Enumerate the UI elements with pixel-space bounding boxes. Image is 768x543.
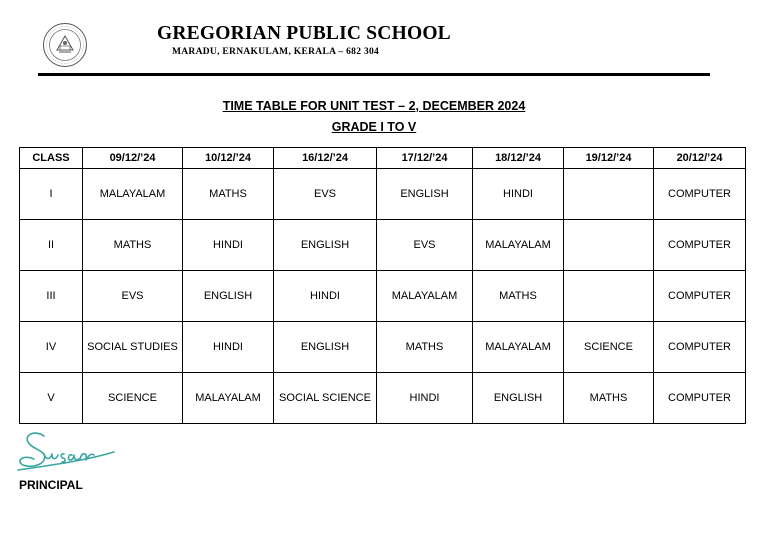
subject-cell: MALAYALAM [377, 271, 473, 322]
column-header-date: 09/12/’24 [83, 148, 183, 169]
class-cell: V [20, 373, 83, 424]
subject-cell: MATHS [473, 271, 564, 322]
subject-cell: ENGLISH [274, 220, 377, 271]
column-header-date: 17/12/’24 [377, 148, 473, 169]
subject-cell: COMPUTER [654, 220, 746, 271]
table-row [20, 271, 746, 322]
column-header-date: 16/12/’24 [274, 148, 377, 169]
subject-cell: ENGLISH [473, 373, 564, 424]
subject-cell: MATHS [83, 220, 183, 271]
class-cell: III [20, 271, 83, 322]
timetable [19, 147, 746, 424]
document-subtitle: GRADE I TO V [331, 120, 417, 134]
subject-cell: ENGLISH [183, 271, 274, 322]
column-header-class: CLASS [20, 148, 83, 169]
subject-cell: HINDI [183, 322, 274, 373]
subject-cell: EVS [377, 220, 473, 271]
subject-cell: MALAYALAM [83, 169, 183, 220]
table-row [20, 373, 746, 424]
subject-cell: ENGLISH [274, 322, 377, 373]
class-cell: II [20, 220, 83, 271]
document-title: TIME TABLE FOR UNIT TEST – 2, DECEMBER 2024 [222, 99, 526, 113]
table-row [20, 220, 746, 271]
subject-cell: MATHS [183, 169, 274, 220]
school-crest-icon [42, 22, 88, 68]
subject-cell [564, 169, 654, 220]
timetable-header-row [20, 148, 746, 169]
subject-cell: EVS [274, 169, 377, 220]
class-cell: I [20, 169, 83, 220]
subject-cell: MATHS [377, 322, 473, 373]
table-row [20, 169, 746, 220]
subject-cell: HINDI [183, 220, 274, 271]
subject-cell [564, 271, 654, 322]
subject-cell: COMPUTER [654, 271, 746, 322]
subject-cell: COMPUTER [654, 169, 746, 220]
table-row [20, 322, 746, 373]
subject-cell: EVS [83, 271, 183, 322]
subject-cell: MALAYALAM [473, 220, 564, 271]
subject-cell: COMPUTER [654, 322, 746, 373]
principal-signature [14, 426, 118, 476]
subject-cell: SOCIAL SCIENCE [274, 373, 377, 424]
school-name: GREGORIAN PUBLIC SCHOOL [157, 23, 451, 44]
column-header-date: 20/12/’24 [654, 148, 746, 169]
header-divider [38, 73, 710, 76]
subject-cell: MALAYALAM [473, 322, 564, 373]
school-address: MARADU, ERNAKULAM, KERALA – 682 304 [172, 47, 380, 57]
subject-cell [564, 220, 654, 271]
subject-cell: SOCIAL STUDIES [83, 322, 183, 373]
column-header-date: 18/12/’24 [473, 148, 564, 169]
column-header-date: 10/12/’24 [183, 148, 274, 169]
column-header-date: 19/12/’24 [564, 148, 654, 169]
subject-cell: HINDI [274, 271, 377, 322]
subject-cell: HINDI [473, 169, 564, 220]
subject-cell: COMPUTER [654, 373, 746, 424]
subject-cell: ENGLISH [377, 169, 473, 220]
subject-cell: MATHS [564, 373, 654, 424]
subject-cell: HINDI [377, 373, 473, 424]
subject-cell: SCIENCE [564, 322, 654, 373]
subject-cell: MALAYALAM [183, 373, 274, 424]
subject-cell: SCIENCE [83, 373, 183, 424]
signatory-label: PRINCIPAL [19, 478, 83, 492]
class-cell: IV [20, 322, 83, 373]
